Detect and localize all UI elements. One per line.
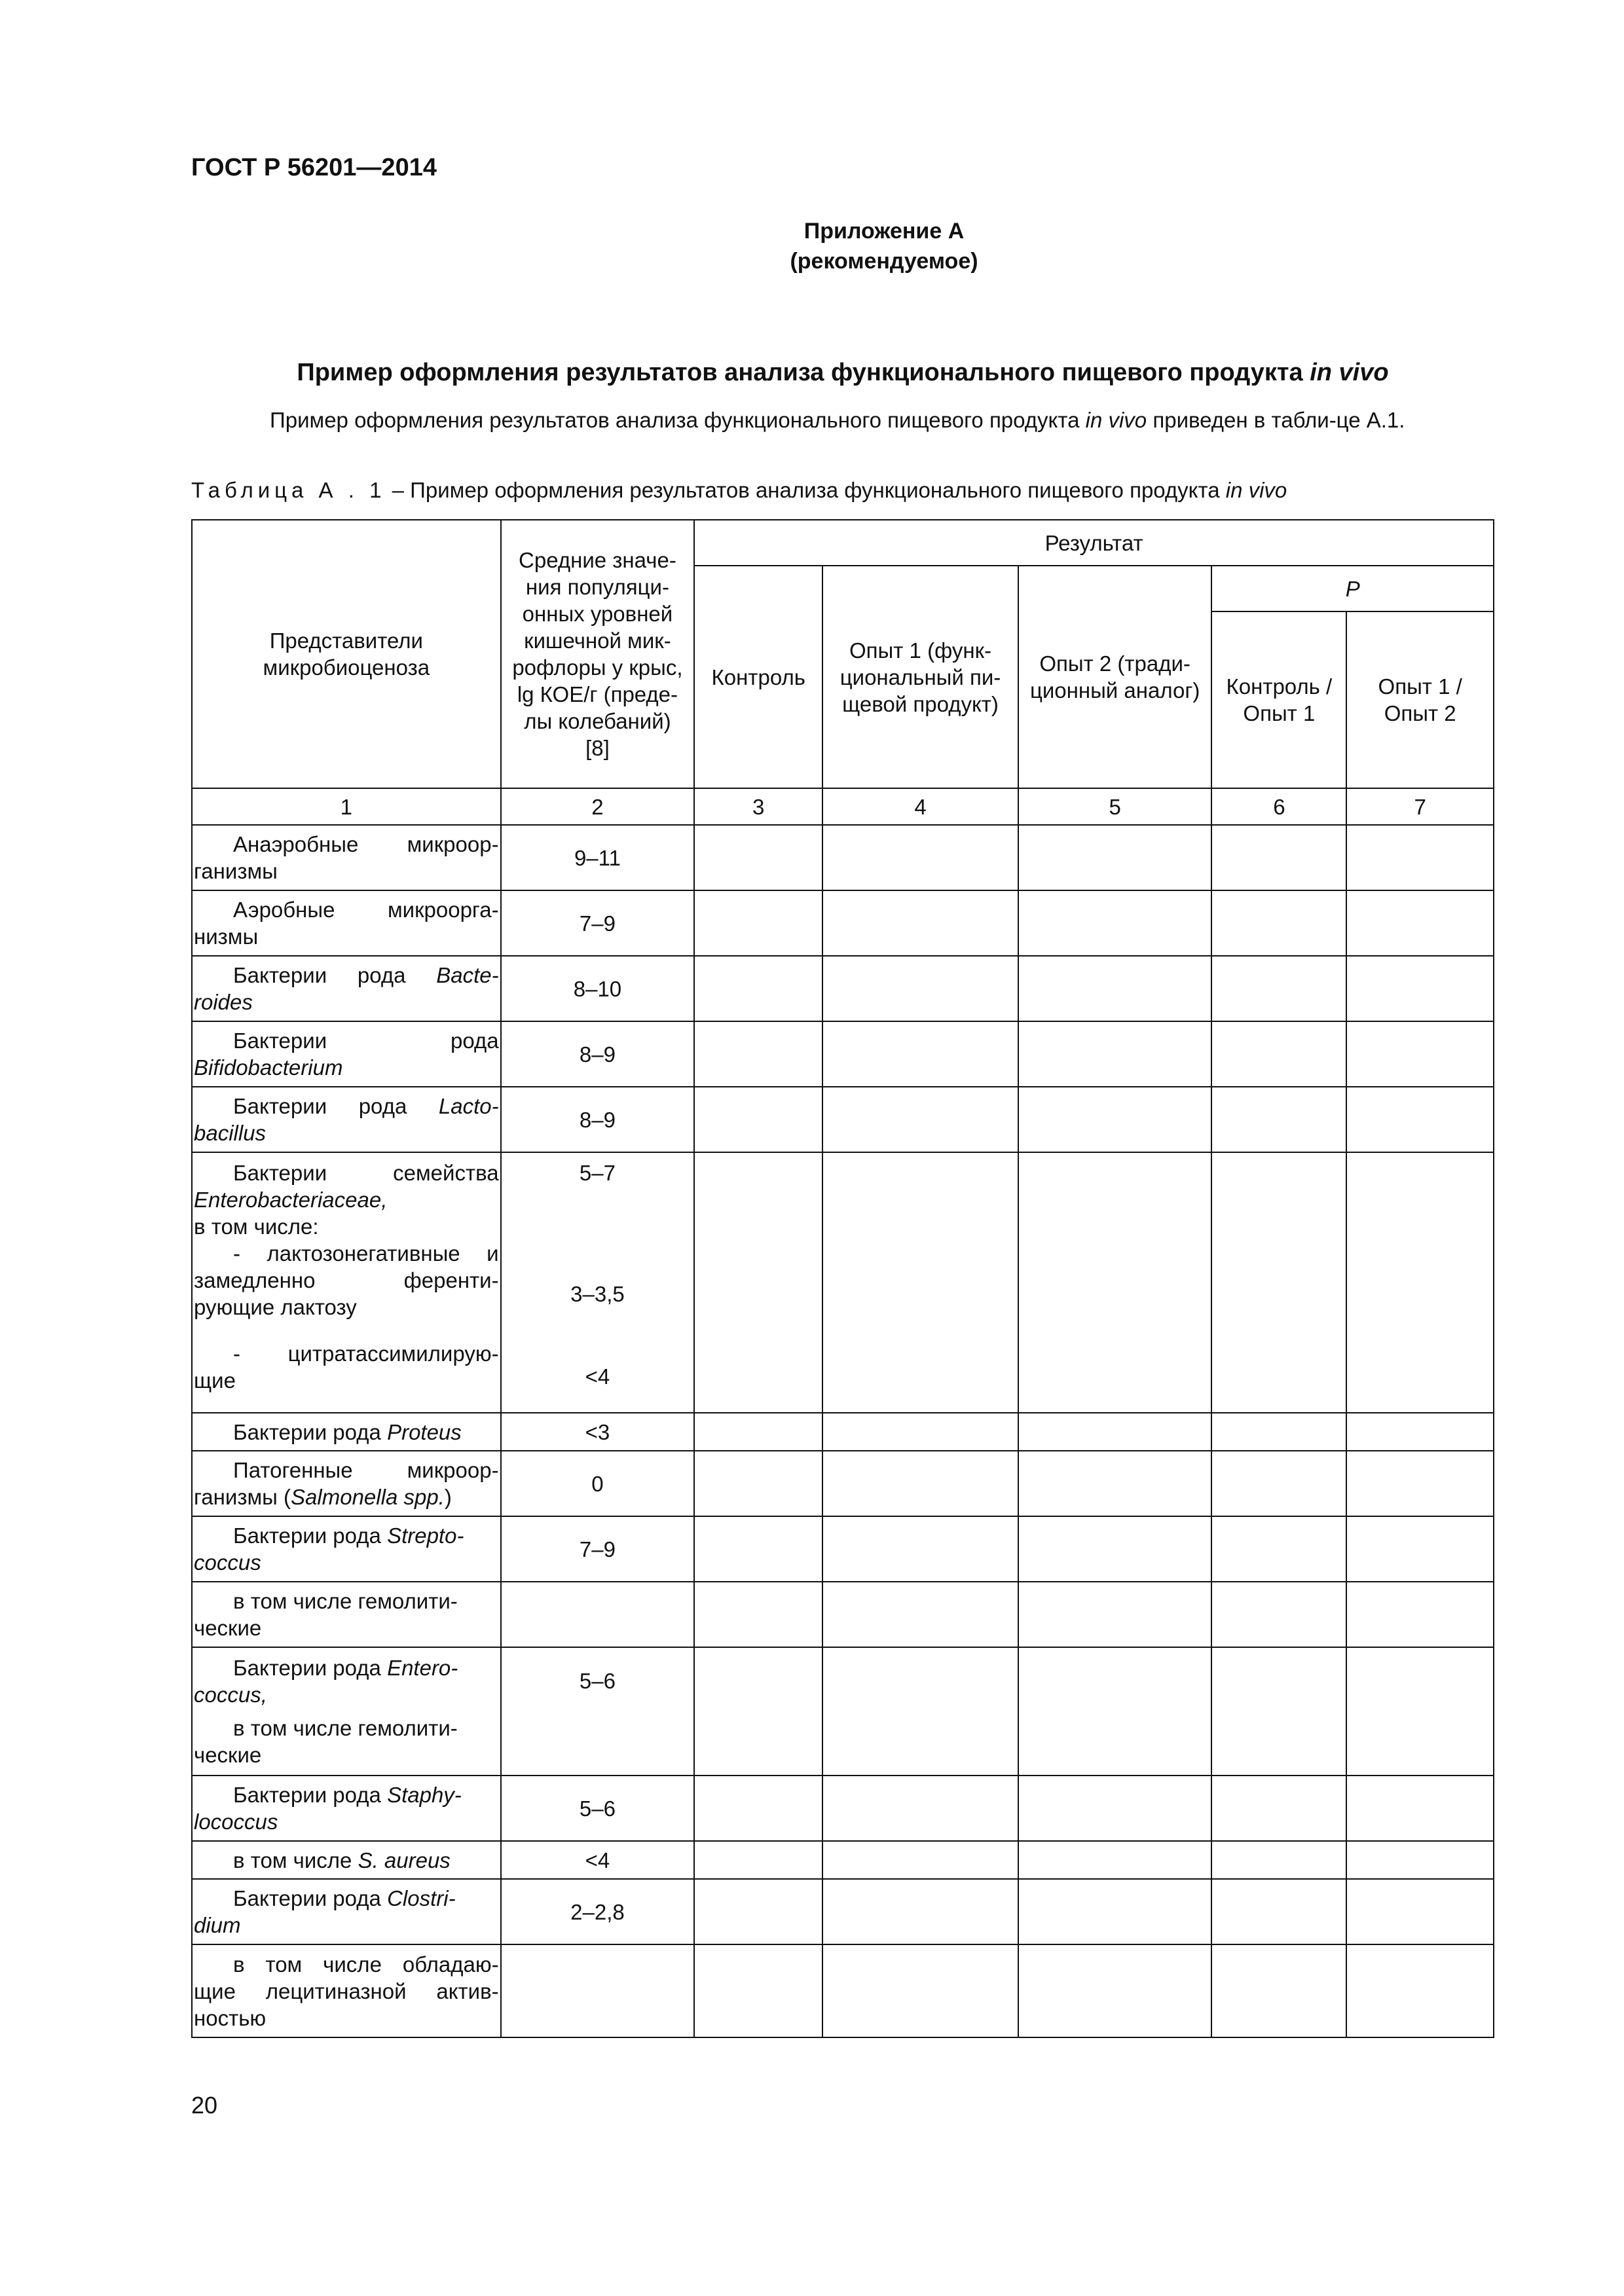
header-p: P: [1211, 566, 1494, 611]
column-number: 2: [501, 788, 695, 825]
row-value: 8–9: [501, 1021, 695, 1087]
table-caption: Таблица А . 1 – Пример оформления результатов анализа функционального пищевого продукта in vivo: [191, 478, 1287, 502]
table-row: [192, 890, 1494, 956]
table-row: [192, 1647, 1494, 1776]
standard-number: ГОСТ Р 56201—2014: [191, 154, 437, 181]
header-experiment-2: Опыт 2 (тради- ционный аналог): [1018, 566, 1212, 788]
row-name: Анаэробные микроор- ганизмы: [192, 825, 501, 890]
table-row: [192, 1413, 1494, 1451]
header-p-control-exp1: Контроль / Опыт 1: [1211, 611, 1346, 788]
row-name: Бактерии рода Staphy- lococcus: [192, 1776, 501, 1841]
row-value: 5–6: [501, 1647, 695, 1776]
row-value: 7–9: [501, 1516, 695, 1582]
row-value: 7–9: [501, 890, 695, 956]
row-name: Бактерии рода Entero- coccus, в том числе гемолити- ческие: [192, 1647, 501, 1776]
row-name: Бактерии рода Bifidobacterium: [192, 1021, 501, 1087]
column-numbers-row: [192, 788, 1494, 825]
table-row: [192, 1516, 1494, 1582]
table-row: [192, 1087, 1494, 1152]
column-number: 4: [822, 788, 1018, 825]
table-row: [192, 1944, 1494, 2037]
header-representatives: Представители микробиоценоза: [192, 520, 501, 788]
row-name: Бактерии рода Clostri- dium: [192, 1879, 501, 1944]
column-number: 1: [192, 788, 501, 825]
table-row: [192, 956, 1494, 1021]
row-name: Бактерии рода Strepto- coccus: [192, 1516, 501, 1582]
row-name: в том числе обладаю- щие лецитиназной актив- ностью: [192, 1944, 501, 2037]
table-row: [192, 1776, 1494, 1841]
intro-paragraph: Пример оформления результатов анализа функционального пищевого продукта in vivo приведен в табли-це А.1.: [270, 408, 1405, 432]
row-name: Бактерии рода Bacte- roides: [192, 956, 501, 1021]
row-name: Аэробные микроорга- низмы: [192, 890, 501, 956]
row-name: Бактерии семейства Enterobacteriaceae, в том числе: - лактозонегативные и замедленно ференти- рующие лактозу - цитратассимилирую- щие: [192, 1152, 501, 1413]
section-heading: Пример оформления результатов анализа функционального пищевого продукта in vivo: [297, 359, 1389, 386]
row-name: Бактерии рода Proteus: [192, 1413, 501, 1451]
column-number: 6: [1211, 788, 1346, 825]
table-row: [192, 1879, 1494, 1944]
row-name: в том числе гемолити- ческие: [192, 1582, 501, 1647]
column-number: 5: [1018, 788, 1212, 825]
header-p-exp1-exp2: Опыт 1 / Опыт 2: [1346, 611, 1494, 788]
table-row: [192, 825, 1494, 890]
row-value: 8–9: [501, 1087, 695, 1152]
row-value: 9–11: [501, 825, 695, 890]
table-row: [192, 1021, 1494, 1087]
header-experiment-1: Опыт 1 (функ- циональный пи- щевой продукт): [822, 566, 1018, 788]
column-number: 3: [694, 788, 822, 825]
row-value: <4: [501, 1841, 695, 1879]
row-value: <3: [501, 1413, 695, 1451]
row-value: [501, 1944, 695, 2037]
row-name: Бактерии рода Lacto- bacillus: [192, 1087, 501, 1152]
row-name: Патогенные микроор- ганизмы (Salmonella spp.): [192, 1451, 501, 1516]
row-value: 0: [501, 1451, 695, 1516]
appendix-title: Приложение А: [803, 219, 965, 244]
table-row: [192, 1582, 1494, 1647]
column-number: 7: [1346, 788, 1494, 825]
row-value: 8–10: [501, 956, 695, 1021]
results-table: [191, 519, 1494, 2038]
header-result: Результат: [694, 520, 1494, 566]
row-name: в том числе S. aureus: [192, 1841, 501, 1879]
row-value: [501, 1582, 695, 1647]
header-control: Контроль: [694, 566, 822, 788]
table-row: [192, 1451, 1494, 1516]
table-header-row: [192, 520, 1494, 566]
page-number: 20: [191, 2092, 218, 2119]
header-mean-values: Средние значе- ния популяци- онных уровней кишечной мик- рофлоры у крыс, lg КОЕ/г (преде- лы колебаний) [8]: [501, 520, 695, 788]
appendix-type: (рекомендуемое): [790, 249, 978, 274]
table-row: [192, 1152, 1494, 1413]
table-row: [192, 1841, 1494, 1879]
row-value: 2–2,8: [501, 1879, 695, 1944]
row-value: 5–6: [501, 1776, 695, 1841]
row-value: 5–7 3–3,5 <4: [501, 1152, 695, 1413]
